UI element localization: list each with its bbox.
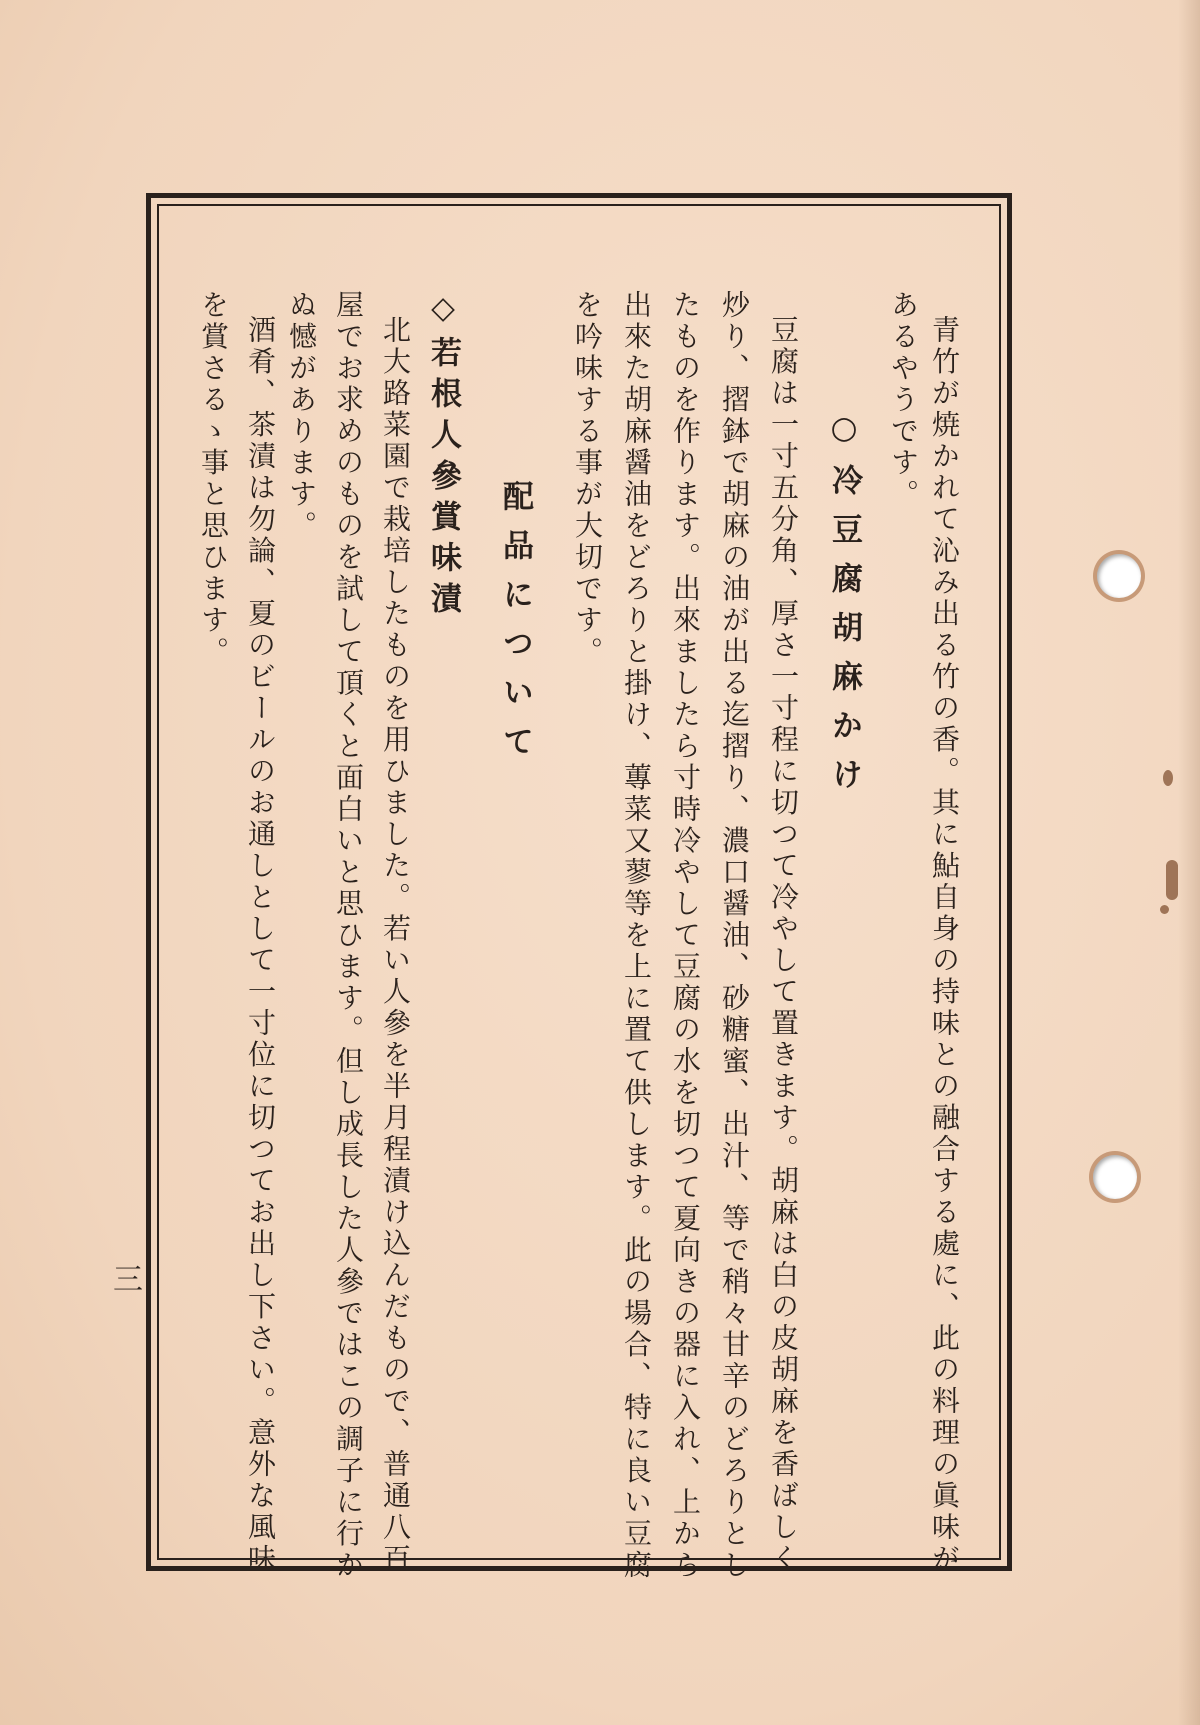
heading-wakane: ◇若根人參賞味漬	[425, 290, 461, 623]
spine-edge	[1178, 0, 1200, 1725]
text-column-11: 酒肴、茶漬は勿論、夏のビールのお通しとして一寸位に切つてお出し下さい。意外な風味	[244, 315, 277, 1575]
text-column-12: を賞さるゝ事と思ひます。	[197, 290, 230, 668]
rust-stain-2	[1166, 860, 1178, 900]
text-column-3: 豆腐は一寸五分角、厚さ一寸程に切つて冷やして置きます。胡麻は白の皮胡麻を香ばしく	[767, 315, 800, 1575]
binding-hole-bottom	[1093, 1155, 1137, 1199]
rust-stain-3	[1160, 905, 1169, 914]
page-number: 三	[107, 1263, 142, 1293]
heading-hiyadofu: ○冷豆腐胡麻かけ	[826, 410, 862, 807]
text-column-1: 青竹が焼かれて沁み出る竹の香。其に鮎自身の持味との融合する處に、此の料理の眞味が	[928, 315, 961, 1575]
text-column-8: 北大路菜園で栽培したものを用ひました。若い人參を半月程漬け込んだもので、普通八百	[379, 315, 412, 1575]
text-column-4: 炒り、摺鉢で胡麻の油が出る迄摺り、濃口醤油、砂糖蜜、出汁、等で稍々甘辛のどろりとし	[718, 290, 751, 1582]
text-column-7: を吟味する事が大切です。	[571, 290, 604, 668]
binding-hole-top	[1097, 554, 1141, 598]
text-column-9: 屋でお求めのものを試して頂くと面白いと思ひます。但し成長した人參ではこの調子に行か	[332, 290, 365, 1582]
rust-stain-1	[1163, 770, 1173, 786]
text-column-6: 出來た胡麻醤油をどろりと掛け、蓴菜又蓼等を上に置て供します。此の場合、特に良い豆腐	[620, 290, 653, 1582]
heading-haihin: 配品について	[497, 480, 533, 774]
text-column-10: ぬ憾があります。	[285, 290, 318, 542]
text-column-5: たものを作ります。出來ましたら寸時冷やして豆腐の水を切つて夏向きの器に入れ、上から	[669, 290, 702, 1582]
text-column-2: あるやうです。	[887, 290, 920, 511]
